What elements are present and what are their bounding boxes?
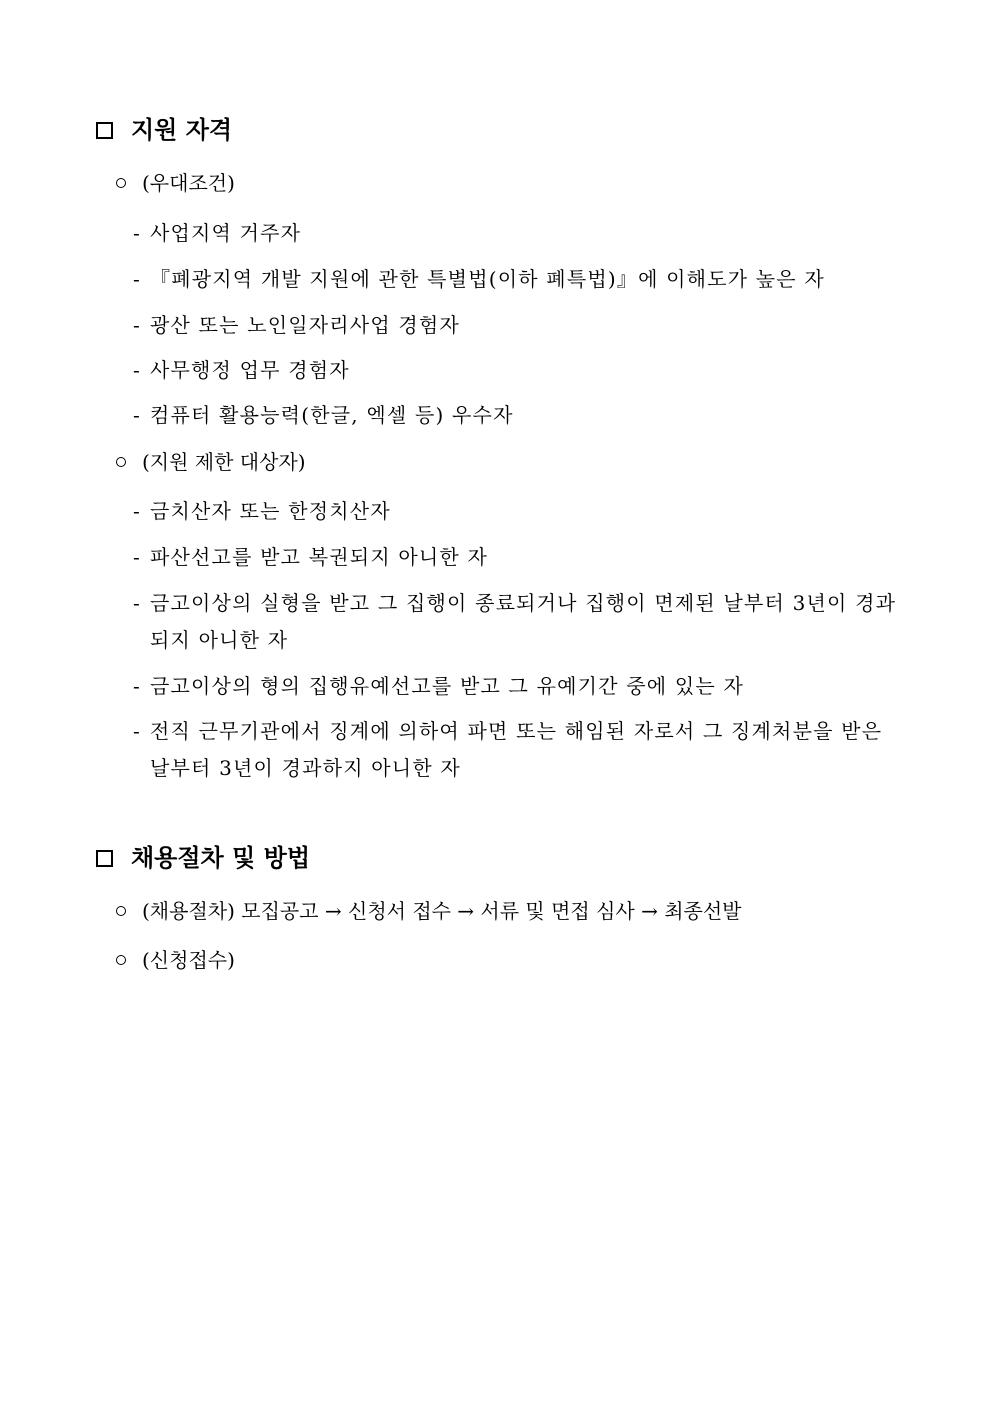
list-item-text: 금치산자 또는 한정치산자 <box>150 499 391 523</box>
section-heading-eligibility <box>96 115 232 145</box>
list-item <box>133 215 301 252</box>
list-item-text: 금고이상의 실형을 받고 그 집행이 종료되거나 집행이 면제된 날부터 3년이 경과되지 아니한 자 <box>150 591 897 652</box>
section-heading-text: 지원 자격 <box>131 116 233 144</box>
dash-bullet: - <box>133 499 141 523</box>
circle-bullet-icon <box>116 906 126 916</box>
list-item <box>133 539 488 576</box>
group-label-text: (채용절차) 모집공고 → 신청서 접수 → 서류 및 면접 심사 → 최종선발 <box>142 899 742 923</box>
dash-bullet: - <box>133 358 141 382</box>
list-item-text: 컴퓨터 활용능력(한글, 엑셀 등) 우수자 <box>150 403 514 427</box>
list-item <box>133 585 898 659</box>
dash-bullet: - <box>133 591 141 615</box>
list-item-text: 사업지역 거주자 <box>150 221 302 245</box>
circle-bullet-icon <box>116 955 126 965</box>
dash-bullet: - <box>133 674 141 698</box>
circle-bullet-icon <box>116 457 126 467</box>
dash-bullet: - <box>133 267 141 291</box>
list-item-text: 금고이상의 형의 집행유예선고를 받고 그 유예기간 중에 있는 자 <box>150 674 744 698</box>
dash-bullet: - <box>133 545 141 569</box>
list-item-text: 전직 근무기관에서 징계에 의하여 파면 또는 해임된 자로서 그 징계처분을 받은 날부터 3년이 경과하지 아니한 자 <box>150 719 883 780</box>
list-item <box>133 261 825 298</box>
list-item-text: 광산 또는 노인일자리사업 경험자 <box>150 313 460 337</box>
circle-bullet-icon <box>116 178 126 188</box>
checkbox-square-icon <box>96 850 113 867</box>
list-item <box>133 493 391 530</box>
section-heading-text: 채용절차 및 방법 <box>131 844 310 872</box>
group-label-text: (신청접수) <box>142 948 235 972</box>
list-item-text: 『폐광지역 개발 지원에 관한 특별법(이하 폐특법)』에 이해도가 높은 자 <box>150 267 825 291</box>
dash-bullet: - <box>133 719 141 743</box>
list-item-text: 사무행정 업무 경험자 <box>150 358 350 382</box>
dash-bullet: - <box>133 313 141 337</box>
list-item-text: 파산선고를 받고 복권되지 아니한 자 <box>150 545 489 569</box>
group-label-text: (지원 제한 대상자) <box>142 450 306 474</box>
section-heading-procedure <box>96 843 310 873</box>
group-label-text: (우대조건) <box>142 171 235 195</box>
group-label-procedure <box>116 897 742 925</box>
group-label-preferred <box>116 169 235 197</box>
group-label-restricted <box>116 448 306 476</box>
list-item <box>133 352 350 389</box>
list-item <box>133 668 744 705</box>
checkbox-square-icon <box>96 122 113 139</box>
group-label-application <box>116 946 235 974</box>
list-item <box>133 713 898 787</box>
list-item <box>133 397 514 434</box>
list-item <box>133 307 460 344</box>
dash-bullet: - <box>133 221 141 245</box>
dash-bullet: - <box>133 403 141 427</box>
